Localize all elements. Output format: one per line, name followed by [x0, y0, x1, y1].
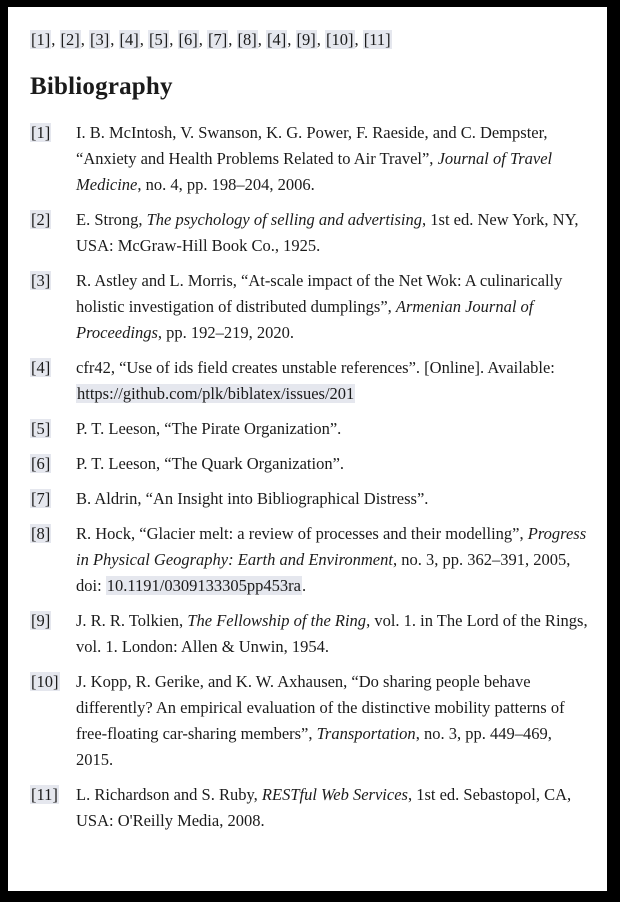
reference-title-italic: RESTful Web Services [261, 784, 408, 804]
citation-separator: , [198, 30, 207, 49]
reference-text-segment: cfr42, “Use of ids field creates unstable references”. [Online]. Available: [76, 357, 555, 377]
reference-text-segment: E. Strong, [76, 209, 147, 229]
reference-text-segment: , pp. 192–219, 2020. [157, 322, 294, 342]
reference-text [76, 451, 591, 477]
reference-item [30, 669, 591, 773]
reference-item [30, 416, 591, 442]
citation-link[interactable]: [6] [178, 30, 198, 49]
citation-link[interactable]: [10] [326, 30, 354, 49]
reference-text-segment: , no. 4, pp. 198–204, 2006. [137, 174, 315, 194]
reference-text [76, 120, 591, 198]
reference-text-segment: , no. 3, pp. 362–391, 2005, doi: [76, 549, 571, 595]
reference-item [30, 207, 591, 259]
citation-separator: , [139, 30, 148, 49]
reference-label-cell [30, 782, 76, 834]
reference-item [30, 451, 591, 477]
reference-text [76, 608, 591, 660]
reference-text [76, 782, 591, 834]
citation-link[interactable]: [1] [31, 30, 51, 49]
reference-label-cell [30, 355, 76, 407]
reference-text-segment: , vol. 1. in The Lord of the Rings, vol. 1. London: Allen & Unwin, 1954. [76, 610, 588, 656]
reference-label[interactable]: [1] [31, 122, 51, 142]
reference-text [76, 355, 591, 407]
reference-link[interactable]: 10.1191/0309133305pp453ra [106, 575, 301, 595]
reference-label-cell [30, 669, 76, 773]
reference-text [76, 416, 591, 442]
reference-label[interactable]: [4] [31, 357, 51, 377]
reference-text-segment: I. B. McIntosh, V. Swanson, K. G. Power, F. Raeside, and C. Dempster, “Anxiety and Health Problems Related to Air Travel”, [76, 122, 548, 168]
citation-separator: , [228, 30, 237, 49]
reference-label-cell [30, 207, 76, 259]
citation-separator: , [169, 30, 178, 49]
reference-link[interactable]: https://github.com/plk/biblatex/issues/201 [77, 383, 355, 403]
reference-label[interactable]: [7] [31, 488, 51, 508]
reference-item [30, 120, 591, 198]
citation-line [30, 29, 591, 50]
citation-link[interactable]: [4] [267, 30, 287, 49]
citation-link[interactable]: [3] [90, 30, 110, 49]
citation-link[interactable]: [2] [60, 30, 80, 49]
reference-label-cell [30, 416, 76, 442]
reference-title-italic: Transportation [316, 723, 416, 743]
reference-label-cell [30, 486, 76, 512]
reference-title-italic: Journal of Travel Medicine [76, 148, 553, 194]
reference-text-segment: L. Richardson and S. Ruby, [76, 784, 262, 804]
citation-separator: , [257, 30, 266, 49]
citation-separator: , [110, 30, 119, 49]
reference-text [76, 521, 591, 599]
reference-label-cell [30, 451, 76, 477]
reference-label[interactable]: [2] [31, 209, 51, 229]
reference-text-segment: P. T. Leeson, “The Pirate Organization”. [76, 418, 342, 438]
reference-text-segment: , 1st ed. New York, NY, USA: McGraw-Hill Book Co., 1925. [76, 209, 579, 255]
reference-label-cell [30, 268, 76, 346]
reference-label-cell [30, 521, 76, 599]
reference-label[interactable]: [11] [31, 784, 58, 804]
citation-link[interactable]: [9] [296, 30, 316, 49]
reference-title-italic: The Fellowship of the Ring [187, 610, 367, 630]
reference-item [30, 268, 591, 346]
reference-text-segment: R. Astley and L. Morris, “At-scale impact of the Net Wok: A culinarically holistic investigation of distributed dumplings”, [76, 270, 563, 316]
citation-separator: , [287, 30, 296, 49]
reference-text-segment: J. R. R. Tolkien, [76, 610, 188, 630]
citation-link[interactable]: [11] [363, 30, 391, 49]
reference-text [76, 207, 591, 259]
reference-label[interactable]: [3] [31, 270, 51, 290]
reference-label[interactable]: [8] [31, 523, 51, 543]
citation-separator: , [316, 30, 325, 49]
reference-text-segment: R. Hock, “Glacier melt: a review of processes and their modelling”, [76, 523, 528, 543]
reference-text-segment: , 1st ed. Sebastopol, CA, USA: O'Reilly Media, 2008. [76, 784, 572, 830]
reference-item [30, 521, 591, 599]
reference-item [30, 608, 591, 660]
reference-item [30, 486, 591, 512]
reference-label[interactable]: [9] [31, 610, 51, 630]
reference-item [30, 355, 591, 407]
reference-text-segment: P. T. Leeson, “The Quark Organization”. [76, 453, 345, 473]
reference-label[interactable]: [5] [31, 418, 51, 438]
reference-text [76, 486, 591, 512]
reference-label[interactable]: [6] [31, 453, 51, 473]
bibliography-heading: Bibliography [30, 73, 173, 100]
reference-label[interactable]: [10] [31, 671, 59, 691]
citation-link[interactable]: [7] [208, 30, 228, 49]
references-list [30, 120, 591, 834]
citation-separator: , [51, 30, 60, 49]
citation-separator: , [354, 30, 363, 49]
reference-label-cell [30, 120, 76, 198]
citation-link[interactable]: [8] [237, 30, 257, 49]
reference-text-segment: . [301, 575, 307, 595]
reference-text [76, 268, 591, 346]
reference-title-italic: Armenian Journal of Proceedings [76, 296, 534, 342]
citation-separator: , [80, 30, 89, 49]
document-page [8, 7, 607, 891]
reference-text [76, 669, 591, 773]
reference-title-italic: The psychology of selling and advertising [146, 209, 423, 229]
reference-text-segment: B. Aldrin, “An Insight into Bibliographical Distress”. [76, 488, 429, 508]
reference-text-segment: J. Kopp, R. Gerike, and K. W. Axhausen, “Do sharing people behave differently? An empirical evaluation of the distinctive mobility patterns of free-floating car-sharing members”, [76, 671, 565, 743]
reference-text-segment: , no. 3, pp. 449–469, 2015. [76, 723, 552, 769]
reference-title-italic: Progress in Physical Geography: Earth and Environment [76, 523, 587, 569]
citation-link[interactable]: [5] [149, 30, 169, 49]
citation-link[interactable]: [4] [119, 30, 139, 49]
reference-label-cell [30, 608, 76, 660]
reference-item [30, 782, 591, 834]
